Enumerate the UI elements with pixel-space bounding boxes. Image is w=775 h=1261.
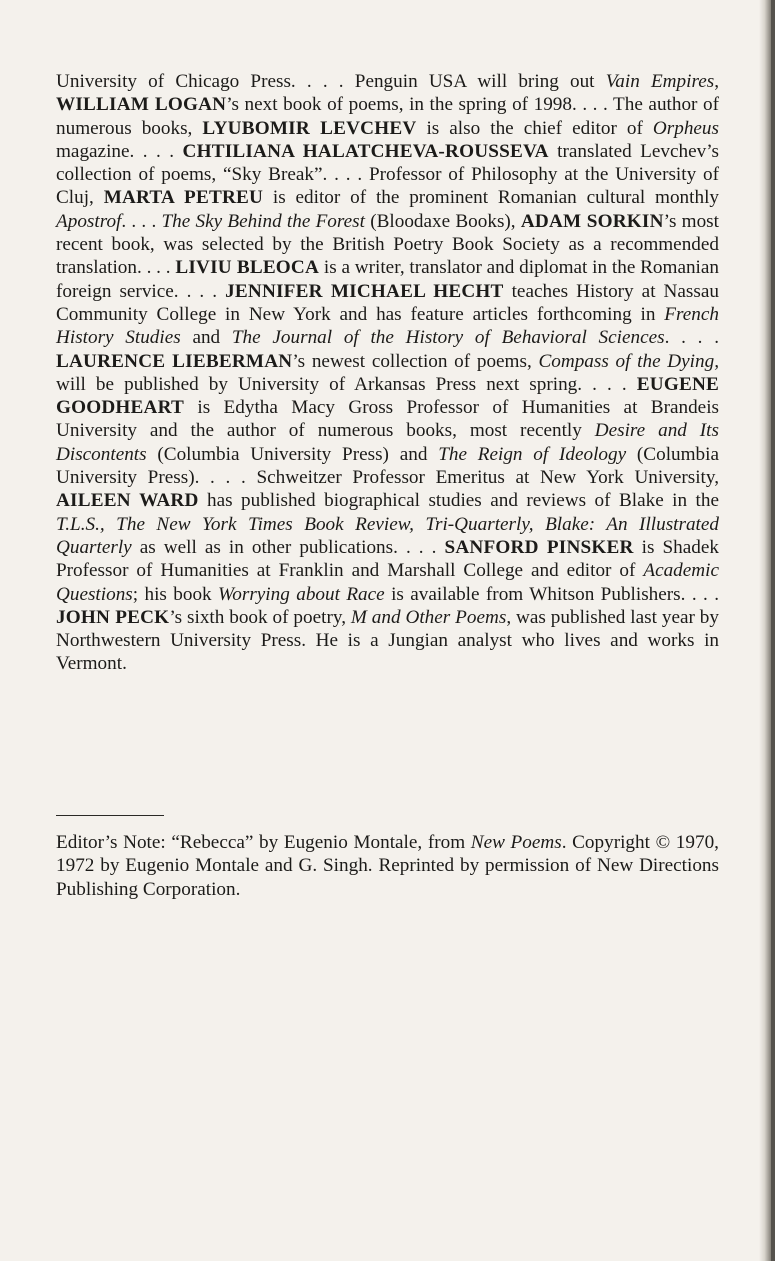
bio-text: is Edytha Macy Gross Professor of Humanities at Brandeis University and the author of numerous books, most recently <box>56 397 719 442</box>
bio-text: is Shadek Professor of Humanities at Franklin and Marshall College and editor of <box>56 536 719 582</box>
bio-text: (Bloodaxe Books), <box>364 210 521 232</box>
bio-text: ’s next book of poems, in the spring of 1998. . . . The author of numerous books, <box>56 94 719 139</box>
contributor-name: CHTILIANA HALATCHEVA-ROUSSEVA <box>182 140 549 162</box>
publication-title: The Journal of the History of Behavioral Sciences <box>231 327 665 349</box>
footnote-rule <box>56 815 164 816</box>
bio-text: (Columbia University Press) and <box>146 443 439 465</box>
editors-note-text-end: . Copyright © 1970, 1972 by Eugenio Montale and G. Singh. Reprinted by permission of New Directions Publishing Corporation. <box>56 832 719 900</box>
publication-title: The Reign of Ideology <box>438 443 627 465</box>
contributor-notes-paragraph <box>56 70 719 676</box>
bio-text: as well as in other publications. . . . <box>131 536 445 558</box>
publication-title: French History Studies <box>56 303 719 349</box>
contributor-name: LYUBOMIR LEVCHEV <box>202 117 417 139</box>
bio-text: will be published by University of Arkansas Press next spring. . . . <box>56 373 637 395</box>
bio-text: ’s newest collection of poems, <box>292 350 539 372</box>
editors-note <box>56 831 719 901</box>
publication-title: Orpheus <box>652 117 719 139</box>
bio-text: , was published last year by Northwestern University Press. He is a Jungian analyst who lives and works in Vermont. <box>56 606 719 675</box>
bio-text: and <box>180 327 232 349</box>
bio-text: ’s most recent book, was selected by the British Poetry Book Society as a recommended translation. . . . <box>56 210 719 279</box>
contributor-name: AILEEN WARD <box>56 490 199 512</box>
bio-text: University of Chicago Press. . . . Penguin USA will bring out <box>56 71 606 92</box>
editors-note-book-title: New Poems <box>470 832 562 853</box>
publication-title: Vain Empires <box>605 71 715 92</box>
publication-title: T.L.S., The New York Times Book Review, Tri-Quarterly, Blake: An Illustrated Quarterly <box>56 513 719 558</box>
bio-text: has published biographical studies and reviews of Blake in the <box>198 490 720 512</box>
bio-text: is also the chief editor of <box>416 117 653 139</box>
bio-text: (Columbia University Press). . . . Schweitzer Professor Emeritus at New York University, <box>56 443 719 489</box>
contributor-name: EUGENE GOODHEART <box>56 373 719 419</box>
publication-title: Desire and Its Discontents <box>56 420 719 465</box>
contributor-name: JOHN PECK <box>56 606 170 628</box>
contributor-name: LIVIU BLEOCA <box>175 257 320 279</box>
bio-text: is available from Whitson Publishers. . . . <box>384 583 720 605</box>
contributor-name: SANFORD PINSKER <box>444 536 634 558</box>
bio-text: translated Levchev’s collection of poems, “Sky Break”. . . . Professor of Philosophy at the University of Cluj, <box>56 140 720 209</box>
bio-text: teaches History at Nassau Community College in New York and has feature articles forthcoming in <box>56 280 719 325</box>
publication-title: The Sky Behind the Forest <box>161 210 365 232</box>
page-binding-edge <box>771 0 775 1261</box>
publication-title: Compass of the Dying, <box>538 350 719 372</box>
bio-text: is a writer, translator and diplomat in the Romanian foreign service. . . . <box>56 257 720 302</box>
contributor-name: MARTA PETREU <box>103 187 264 209</box>
bio-text: , <box>714 71 719 92</box>
contributor-name: WILLIAM LOGAN <box>56 94 227 116</box>
contributor-name: JENNIFER MICHAEL HECHT <box>225 280 504 302</box>
bio-text: ; his book <box>132 583 219 605</box>
publication-title: Apostrof <box>56 210 122 232</box>
publication-title: Worrying about Race <box>218 583 385 605</box>
publication-title: M and Other Poems <box>350 606 507 628</box>
bio-text: ’s sixth book of poetry, <box>169 606 351 628</box>
bio-text: . . . . <box>664 327 719 349</box>
publication-title: Academic Questions <box>56 560 719 605</box>
editors-note-text: Editor’s Note: “Rebecca” by Eugenio Montale, from <box>56 832 471 853</box>
contributor-name: ADAM SORKIN <box>520 210 664 232</box>
bio-text: is editor of the prominent Romanian cultural monthly <box>263 187 720 209</box>
bio-text: magazine. . . . <box>56 140 183 162</box>
bio-text: . . . . <box>121 210 162 232</box>
contributor-name: LAURENCE LIEBERMAN <box>56 350 293 372</box>
